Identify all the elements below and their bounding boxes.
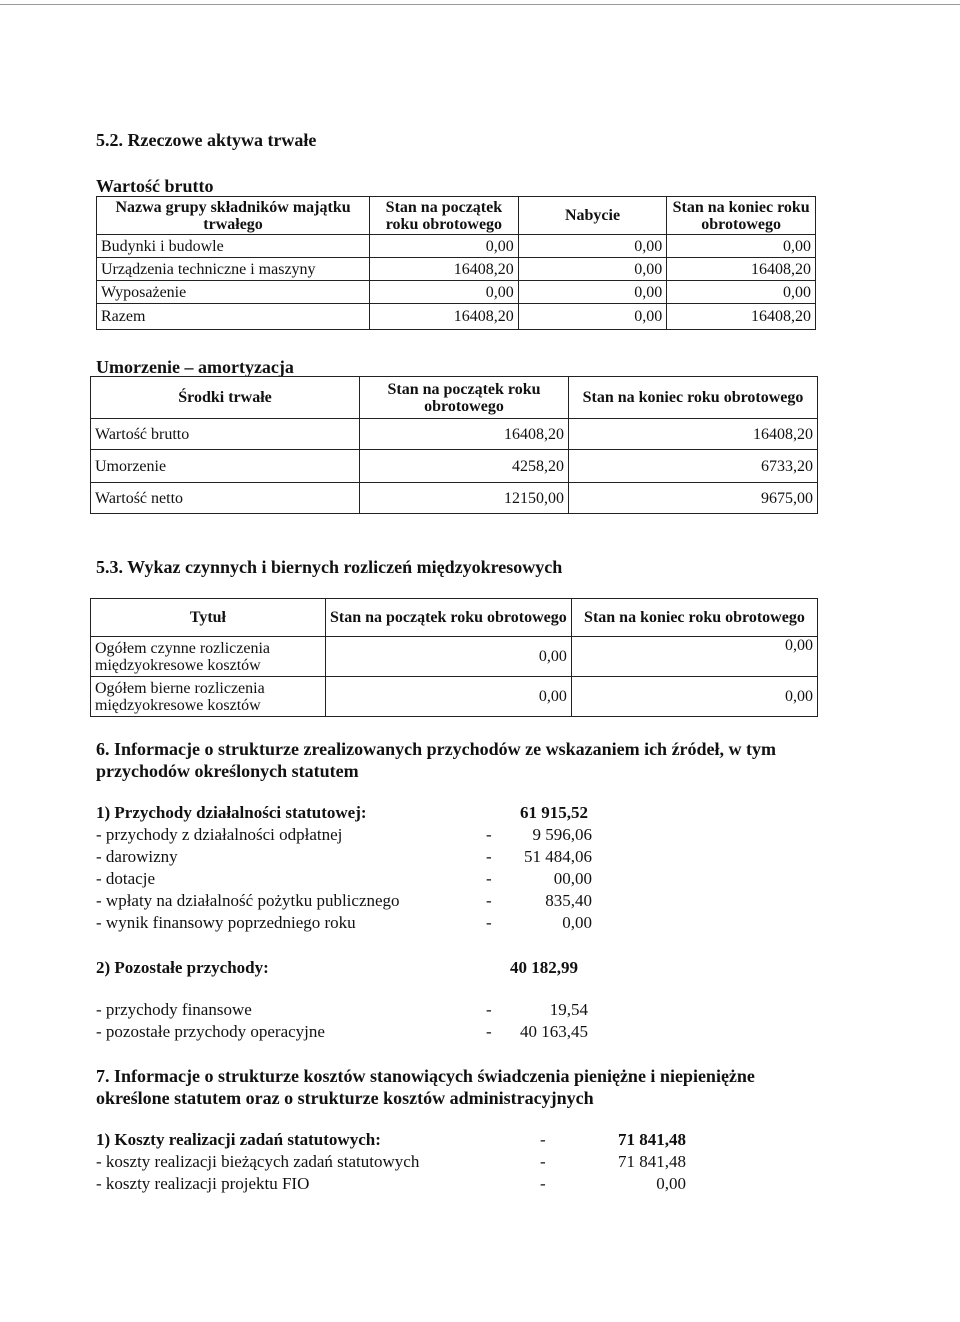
income-statutory-label: 1) Przychody działalności statutowej: [96, 803, 367, 822]
list-item-value: 40 163,45 [520, 1022, 588, 1041]
table-row: Budynki i budowle 0,00 0,00 0,00 [97, 235, 816, 258]
table-row: Wartość brutto 16408,20 16408,20 [91, 419, 818, 450]
list-item-value: 0,00 [656, 1174, 686, 1193]
costs-statutory-label: 1) Koszty realizacji zadań statutowych: [96, 1130, 381, 1149]
list-item-label: - wynik finansowy poprzedniego roku [96, 913, 356, 932]
list-item-dash: - [486, 847, 492, 866]
list-item-value: 835,40 [545, 891, 592, 910]
table-row: Urządzenia techniczne i maszyny 16408,20 0,00 16408,20 [97, 258, 816, 281]
table-row: Umorzenie 4258,20 6733,20 [91, 450, 818, 483]
list-item-dash: - [486, 891, 492, 910]
list-item-value: 9 596,06 [532, 825, 592, 844]
list-item-dash: - [486, 825, 492, 844]
section-6-title: 6. Informacje o strukturze zrealizowanych przychodów ze wskazaniem ich źródeł, w tym przychodów określonych statutem [96, 739, 777, 781]
table-row: Ogółem czynne rozliczenia międzyokresowe kosztów 0,00 0,00 [91, 637, 818, 677]
costs-statutory-value: 71 841,48 [618, 1130, 686, 1149]
section-5-2-title: 5.2. Rzeczowe aktywa trwałe [96, 130, 317, 150]
list-item-dash: - [486, 913, 492, 932]
top-border-line [0, 4, 960, 5]
list-item-dash: - [486, 1000, 492, 1019]
col-header-end: Stan na koniec roku obrotowego [569, 377, 818, 419]
accruals-table [90, 598, 818, 717]
list-item-dash: - [540, 1152, 546, 1171]
col-header-end: Stan na koniec roku obrotowego [571, 599, 817, 637]
list-item-label: - pozostałe przychody operacyjne [96, 1022, 325, 1041]
col-header-title: Tytuł [91, 599, 326, 637]
list-item-value: 51 484,06 [524, 847, 592, 866]
col-header-start: Stan na początek roku obrotowego [360, 377, 569, 419]
list-item-label: - koszty realizacji projektu FIO [96, 1174, 310, 1193]
list-item-dash: - [486, 1022, 492, 1041]
list-item-value: 0,00 [562, 913, 592, 932]
section-5-3-title: 5.3. Wykaz czynnych i biernych rozliczeń międzyokresowych [96, 557, 563, 577]
list-item-dash: - [486, 869, 492, 888]
list-item-value: 71 841,48 [618, 1152, 686, 1171]
income-other-label: 2) Pozostałe przychody: [96, 958, 269, 977]
list-item-label: - wpłaty na działalność pożytku publicznego [96, 891, 400, 910]
col-header-start: Stan na początek roku obrotowego [370, 197, 519, 235]
section-7-title: 7. Informacje o strukturze kosztów stanowiących świadczenia pieniężne i niepieniężne określone statutem oraz o strukturze kosztów administracyjnych [96, 1066, 755, 1108]
income-statutory-value: 61 915,52 [520, 803, 588, 822]
col-header-fixed-assets: Środki trwałe [91, 377, 360, 419]
depreciation-table [90, 376, 818, 514]
list-item-dash: - [540, 1174, 546, 1193]
list-item-value: 00,00 [553, 869, 592, 888]
list-item-label: - darowizny [96, 847, 178, 866]
table-row: Wartość netto 12150,00 9675,00 [91, 483, 818, 514]
list-item-dash: - [540, 1130, 546, 1149]
list-item-label: - dotacje [96, 869, 155, 888]
list-item-label: - przychody finansowe [96, 1000, 252, 1019]
gross-value-table [96, 196, 816, 330]
col-header-group-name: Nazwa grupy składników majątku trwałego [97, 197, 370, 235]
table-row: Ogółem bierne rozliczenia międzyokresowe kosztów 0,00 0,00 [91, 677, 818, 717]
col-header-end: Stan na koniec roku obrotowego [667, 197, 816, 235]
table2-heading: Umorzenie – amortyzacja [96, 357, 294, 377]
list-item-value: 19,54 [549, 1000, 588, 1019]
income-other-value: 40 182,99 [510, 958, 578, 977]
table-row: Wyposażenie 0,00 0,00 0,00 [97, 281, 816, 304]
table-row-total: Razem 16408,20 0,00 16408,20 [97, 304, 816, 330]
col-header-acquisition: Nabycie [518, 197, 667, 235]
col-header-start: Stan na początek roku obrotowego [325, 599, 571, 637]
list-item-label: - koszty realizacji bieżących zadań statutowych [96, 1152, 420, 1171]
list-item-label: - przychody z działalności odpłatnej [96, 825, 343, 844]
table1-heading: Wartość brutto [96, 176, 214, 196]
